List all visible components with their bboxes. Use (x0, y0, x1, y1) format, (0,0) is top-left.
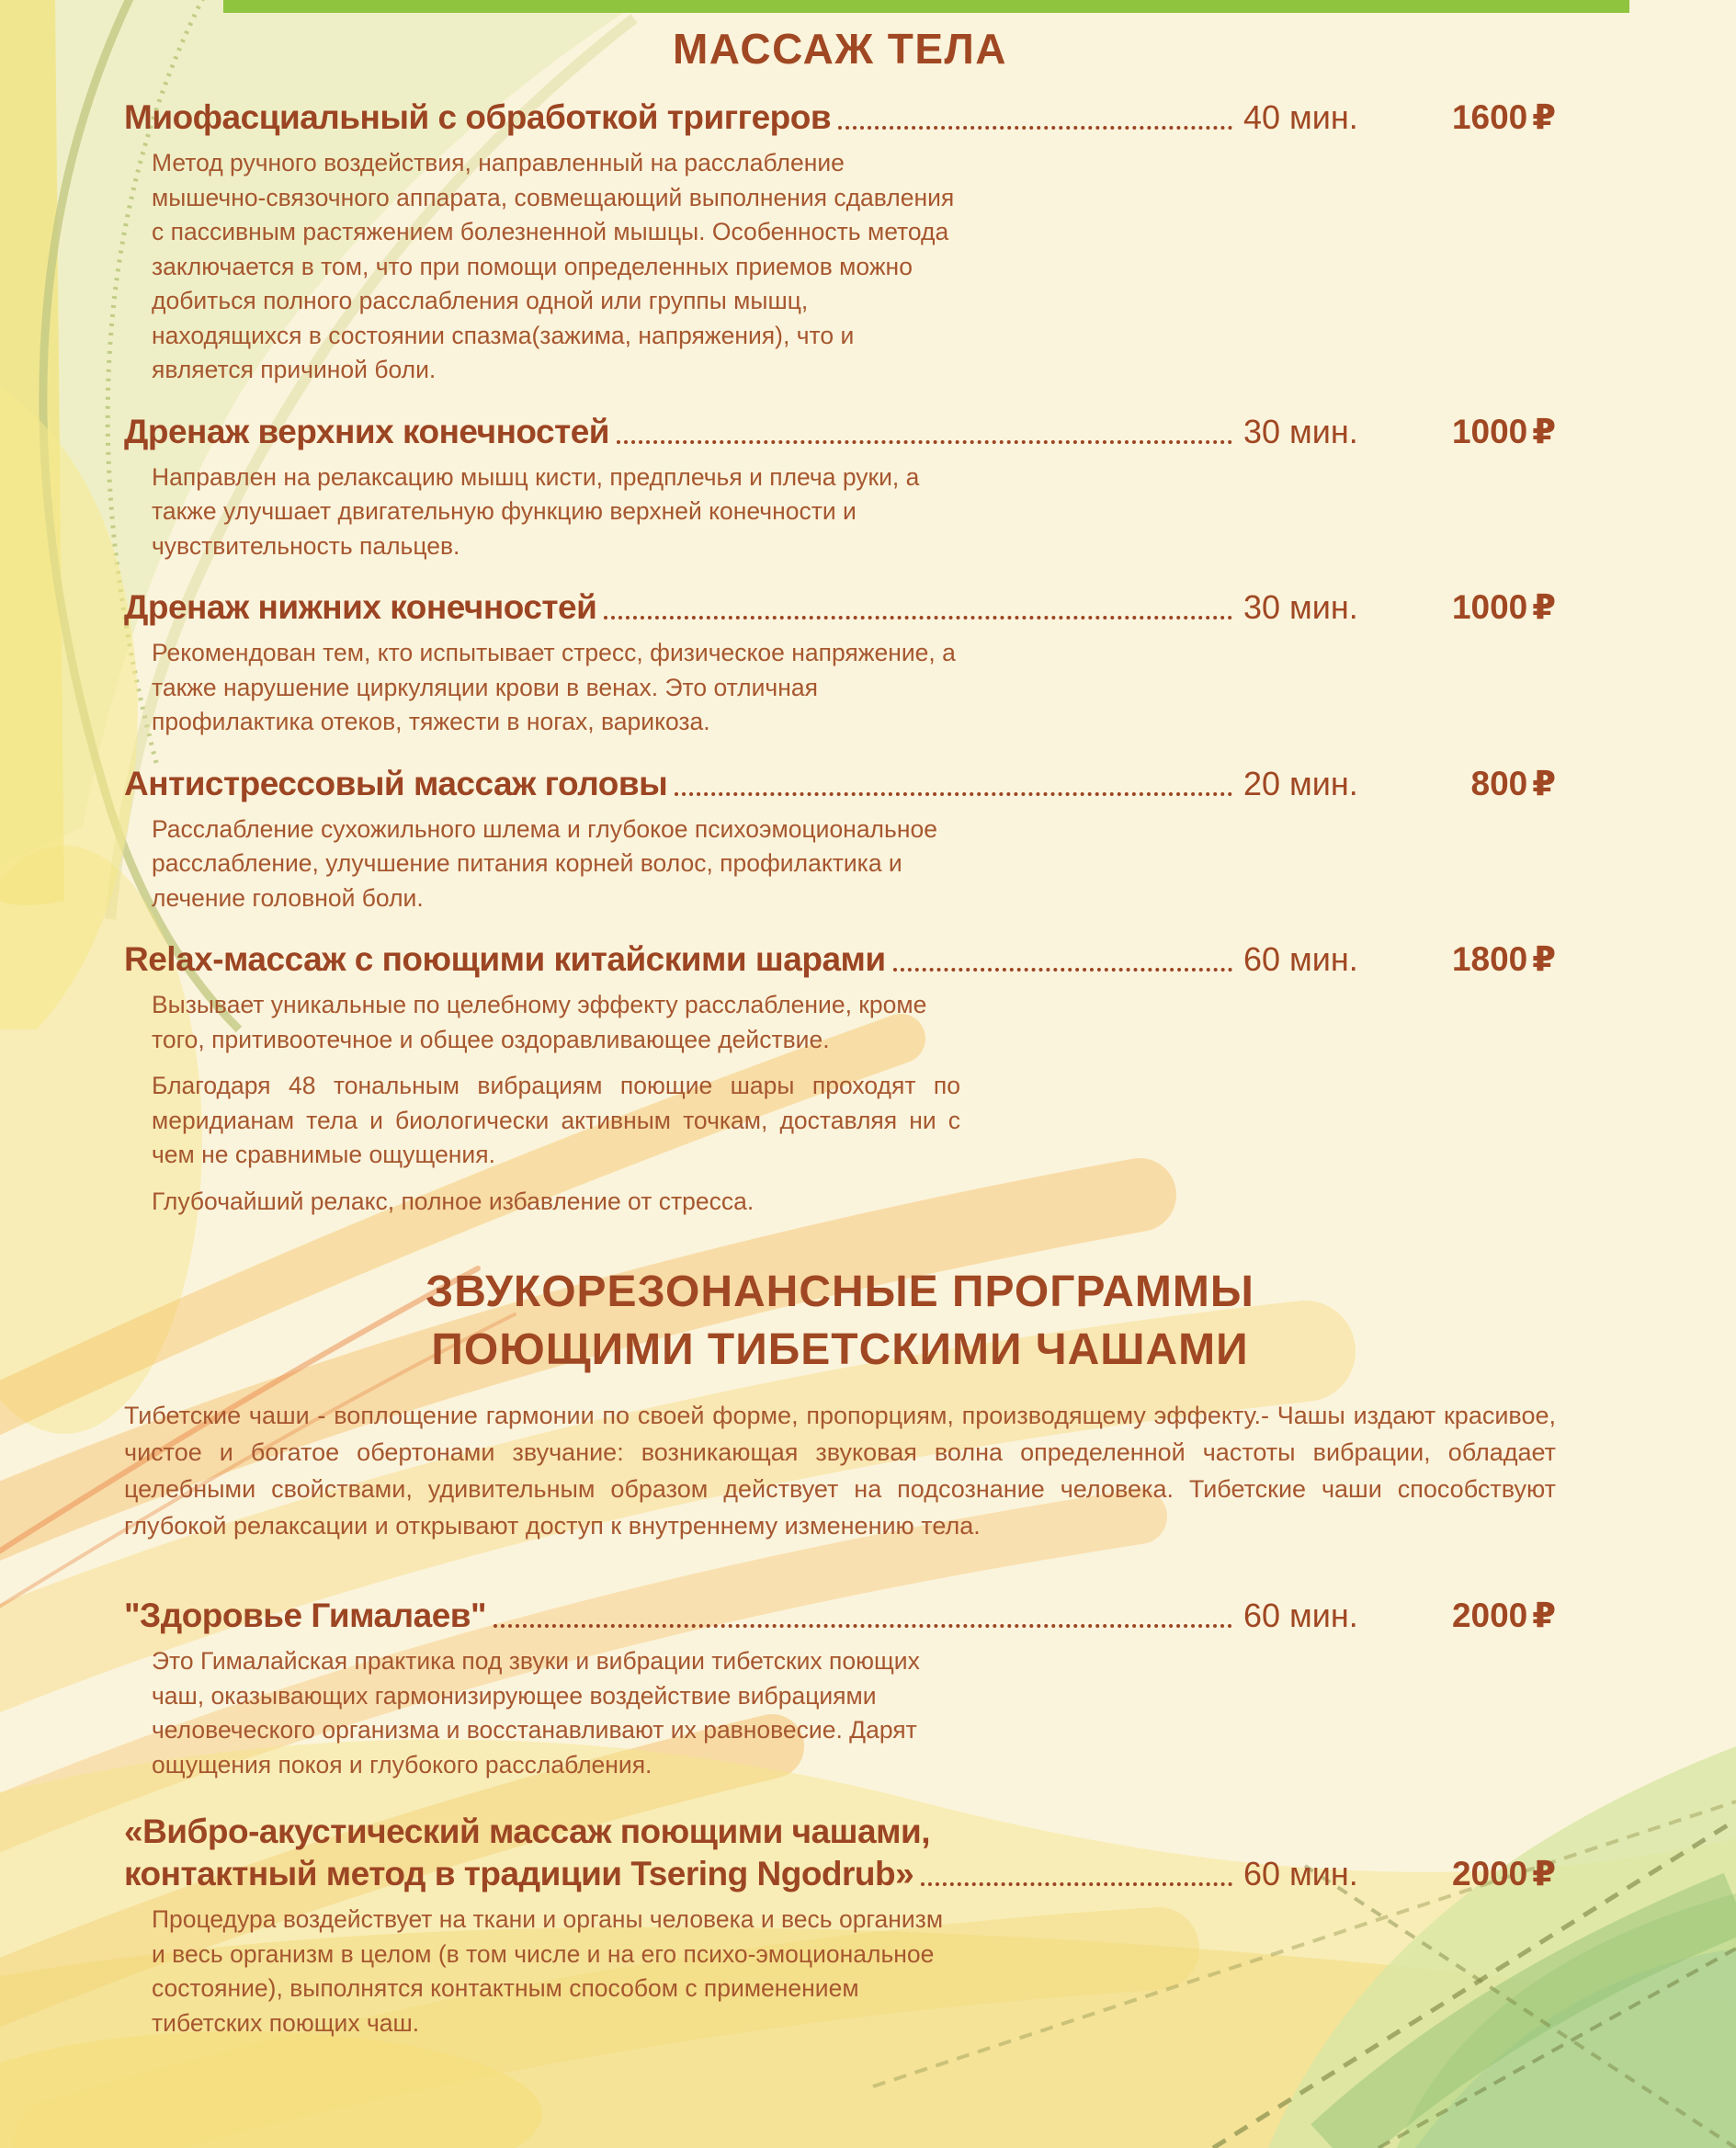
service-name: "Здоровье Гималаев" (124, 1597, 487, 1634)
service-row (124, 1854, 1556, 1893)
service-price (1381, 97, 1556, 137)
menu-content (124, 13, 1556, 2040)
service-price (1381, 412, 1556, 451)
service-price (1381, 1854, 1556, 1893)
service-description: Рекомендован тем, кто испытывает стресс, физическое напряжение, а также нарушение циркуляции крови в венах. Это отличная профилактика отеков, тяжести в ногах, варикоза. (152, 639, 956, 735)
service-name: Антистрессовый массаж головы (124, 764, 668, 802)
service-name: Дренаж нижних конечностей (124, 588, 597, 626)
section-title (124, 1263, 1556, 1379)
ruble-sign: ₽ (1532, 97, 1556, 137)
service-name: Дренаж верхних конечностей (124, 412, 610, 450)
service-price (1381, 764, 1556, 803)
service-description: Направлен на релаксацию мышц кисти, предплечья и плеча руки, а также улучшает двигательную функцию верхней конечности и чувствительность пальцев. (152, 462, 920, 560)
service-item (124, 764, 1556, 916)
service-item (124, 97, 1556, 388)
service-name-line2: контактный метод в традиции Tsering Ngodrub» (124, 1855, 914, 1892)
service-name: Миофасциальный с обработкой триггеров (124, 98, 832, 136)
price-value: 1000 (1451, 588, 1528, 626)
service-description: Процедура воздействует на ткани и органы человека и весь организм и весь организм в целом (в том числе и на его психо-эмоциональное состояние), выполнятся контактным способом с применением тибетских поющих чаш. (152, 1905, 944, 2037)
page-title: МАССАЖ ТЕЛА (672, 25, 1008, 73)
price-value: 800 (1470, 764, 1528, 802)
service-duration: 60 мин. (1243, 940, 1358, 978)
service-duration: 20 мин. (1243, 764, 1358, 802)
dotted-leader (617, 440, 1232, 444)
service-item (124, 587, 1556, 740)
service-item (124, 1810, 1556, 2040)
section-intro: Тибетские чаши - воплощение гармонии по своей форме, пропорциям, производящему эффекту.- Чашы издают красивое, чистое и богатое обертонами звучание: возникающая звуковая волна определенной частоты вибрации, обладает целебными свойствами, удивительным образом действует на подсознание человека. Тибетские чаши способствуют глубокой релаксации и открывают доступ к внутреннему изменению тела. (124, 1402, 1556, 1540)
section-title-line2: ПОЮЩИМИ ТИБЕТСКИМИ ЧАШАМИ (431, 1325, 1249, 1374)
service-duration: 60 мин. (1243, 1855, 1358, 1892)
ruble-sign: ₽ (1532, 939, 1556, 979)
section-title-line1: ЗВУКОРЕЗОНАНСНЫЕ ПРОГРАММЫ (425, 1267, 1254, 1316)
service-row (124, 412, 1556, 451)
service-duration: 30 мин. (1243, 588, 1358, 626)
ruble-sign: ₽ (1532, 411, 1556, 451)
service-row (124, 97, 1556, 137)
service-price (1381, 1596, 1556, 1635)
dotted-leader (494, 1624, 1232, 1628)
ruble-sign: ₽ (1532, 1596, 1556, 1635)
service-item (124, 1596, 1556, 1782)
service-duration: 40 мин. (1243, 98, 1358, 136)
dotted-leader (893, 968, 1232, 972)
dotted-leader (604, 616, 1232, 619)
service-description: Благодаря 48 тональным вибрациям поющие шары проходят по меридианам тела и биологически активным точкам, доставляя ни с чем не сравнимые ощущения. (152, 1072, 960, 1168)
service-description: Глубочайший релакс, полное избавление от стресса. (152, 1187, 755, 1215)
service-row (124, 1596, 1556, 1635)
service-price (1381, 587, 1556, 627)
service-duration: 30 мин. (1243, 412, 1358, 450)
dotted-leader (921, 1882, 1232, 1886)
price-value: 1800 (1451, 940, 1528, 978)
service-description: Вызывает уникальные по целебному эффекту расслабление, кроме того, притивоотечное и общее оздоравливающее действие. (152, 991, 927, 1053)
service-description: Метод ручного воздействия, направленный на расслабление мышечно-связочного аппарата, совмещающий выполнения сдавления с пассивным растяжением болезненной мышцы. Особенность метода заключается в том, что при помощи определенных приемов можно добиться полного расслабления одной или группы мышц, находящихся в состоянии спазма(зажима, напряжения), что и является причиной боли. (152, 149, 955, 383)
service-row (124, 939, 1556, 979)
top-border (223, 0, 1629, 13)
service-row (124, 587, 1556, 627)
service-name-line1: «Вибро-акустический массаж поющими чашами, (124, 1813, 930, 1850)
service-duration: 60 мин. (1243, 1597, 1358, 1634)
service-item (124, 412, 1556, 564)
dotted-leader (675, 792, 1232, 796)
dotted-leader (838, 126, 1232, 130)
price-value: 1000 (1451, 412, 1528, 450)
service-item (124, 939, 1556, 1219)
service-description: Это Гималайская практика под звуки и вибрации тибетских поющих чаш, оказывающих гармонизирующее воздействие вибрациями человеческого организма и восстанавливают их равновесие. Дарят ощущения покоя и глубокого расслабления. (152, 1647, 920, 1779)
service-description: Расслабление сухожильного шлема и глубокое психоэмоциональное расслабление, улучшение питания корней волос, профилактика и лечение головной боли. (152, 814, 937, 912)
service-name: Relax-массаж с поющими китайскими шарами (124, 940, 886, 978)
service-price (1381, 939, 1556, 979)
price-value: 2000 (1451, 1855, 1528, 1892)
price-value: 2000 (1451, 1597, 1528, 1634)
price-value: 1600 (1451, 98, 1528, 136)
ruble-sign: ₽ (1532, 1854, 1556, 1893)
service-row (124, 764, 1556, 803)
ruble-sign: ₽ (1532, 763, 1556, 803)
ruble-sign: ₽ (1532, 587, 1556, 627)
